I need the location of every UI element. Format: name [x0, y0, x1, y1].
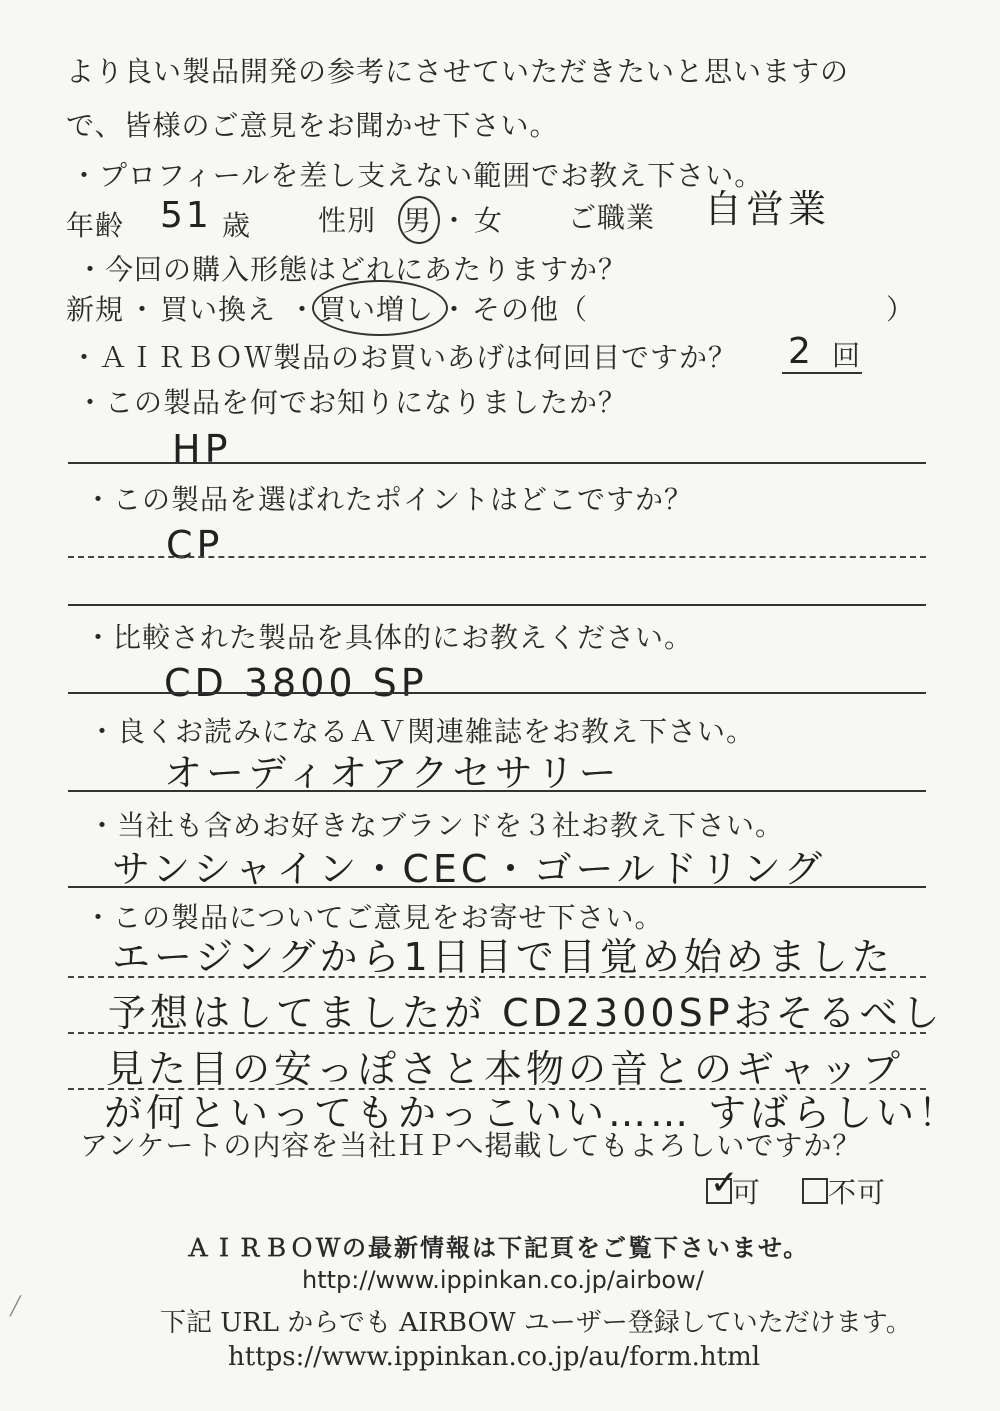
job-value: 自営業	[704, 187, 831, 231]
age-unit: 歳	[222, 209, 252, 242]
count-unit: 回	[832, 339, 862, 372]
opinion-line: が何といってもかっこいい…… すばらしい！	[104, 1091, 961, 1135]
opinion-prompt: ・この製品についてご意見をお寄せ下さい。	[84, 901, 664, 934]
consent-no-option[interactable]	[802, 1178, 886, 1207]
purchase-option-add: 買い増し	[318, 293, 435, 326]
footer-register-text: 下記 URL からでも AIRBOW ユーザー登録していただけます。	[160, 1308, 912, 1338]
age-value: 51	[160, 195, 212, 236]
footer-url-2[interactable]: https://www.ippinkan.co.jp/au/form.html	[228, 1342, 761, 1372]
gender-separator: ・	[440, 204, 470, 237]
gender-label: 性別	[318, 204, 377, 237]
opinion-rule	[68, 1088, 926, 1090]
opinion-line: エージングから1日目で目覚め始めました	[112, 935, 894, 979]
purchase-option-new: 新規	[66, 293, 125, 326]
magazine-answer-line	[68, 790, 926, 792]
magazine-prompt: ・良くお読みになるＡＶ関連雑誌をお教え下さい。	[88, 715, 756, 748]
point-answer: CP	[166, 523, 224, 567]
point-answer-line-2	[68, 604, 926, 606]
brand-prompt: ・当社も含めお好きなブランドを３社お教え下さい。	[88, 809, 785, 842]
purchase-option-replace: 買い換え	[160, 293, 277, 326]
consent-yes-checkbox[interactable]	[706, 1163, 740, 1204]
purchase-separator: ・	[128, 293, 158, 326]
opinion-line: 見た目の安っぽさと本物の音とのギャップ	[106, 1047, 905, 1091]
purchase-separator: ・	[288, 293, 318, 326]
footer-url-1[interactable]: http://www.ippinkan.co.jp/airbow/	[302, 1266, 704, 1294]
count-underline	[782, 372, 862, 374]
profile-prompt: ・プロフィールを差し支えない範囲でお教え下さい。	[70, 159, 764, 192]
opinion-rule	[68, 976, 926, 978]
footer-headline: ＡＩＲＢＯＷの最新情報は下記頁をご覧下さいませ。	[186, 1234, 810, 1262]
magazine-answer: オーディオアクセサリー	[164, 751, 621, 795]
paper-mark: ╱	[10, 1296, 21, 1317]
know-answer-line	[68, 462, 926, 464]
brand-answer: サンシャイン・CEC・ゴールドリング	[112, 847, 826, 891]
purchase-separator: ・	[440, 293, 470, 326]
gender-male: 男	[403, 204, 433, 237]
intro-line-1: より良い製品開発の参考にさせていただきたいと思いますの	[66, 55, 850, 88]
know-answer: HP	[172, 427, 232, 471]
count-value: 2	[788, 331, 814, 372]
point-prompt: ・この製品を選ばれたポイントはどこですか？	[84, 483, 694, 516]
consent-yes-option[interactable]	[706, 1163, 762, 1209]
opinion-line: 予想はしてましたが CD2300SPおそるべし	[108, 991, 944, 1035]
consent-no-checkbox[interactable]	[802, 1178, 828, 1204]
point-answer-line-1	[68, 556, 926, 558]
consent-yes-label: 可	[732, 1176, 762, 1209]
gender-female: 女	[474, 204, 504, 237]
consent-no-label: 不可	[828, 1176, 887, 1209]
job-label: ご職業	[568, 201, 656, 234]
count-prompt: ・ＡＩＲＢＯＷ製品のお買いあげは何回目ですか？	[70, 341, 738, 374]
purchase-prompt: ・今回の購入形態はどれにあたりますか？	[76, 253, 628, 286]
check-mark-icon: ✓	[710, 1163, 740, 1203]
intro-line-2: で、皆様のご意見をお聞かせ下さい。	[66, 109, 559, 142]
compare-answer: CD 3800 SP	[164, 661, 428, 705]
brand-answer-line	[68, 886, 926, 888]
purchase-option-other: その他（	[472, 293, 589, 326]
compare-answer-line	[68, 692, 926, 694]
opinion-rule	[68, 1032, 926, 1034]
purchase-option-other-close: ）	[886, 293, 916, 326]
know-prompt: ・この製品を何でお知りになりましたか？	[76, 386, 628, 419]
age-label: 年齢	[66, 209, 125, 242]
consent-prompt: アンケートの内容を当社ＨＰへ掲載してもよろしいですか？	[80, 1129, 862, 1162]
compare-prompt: ・比較された製品を具体的にお教えください。	[84, 621, 694, 654]
